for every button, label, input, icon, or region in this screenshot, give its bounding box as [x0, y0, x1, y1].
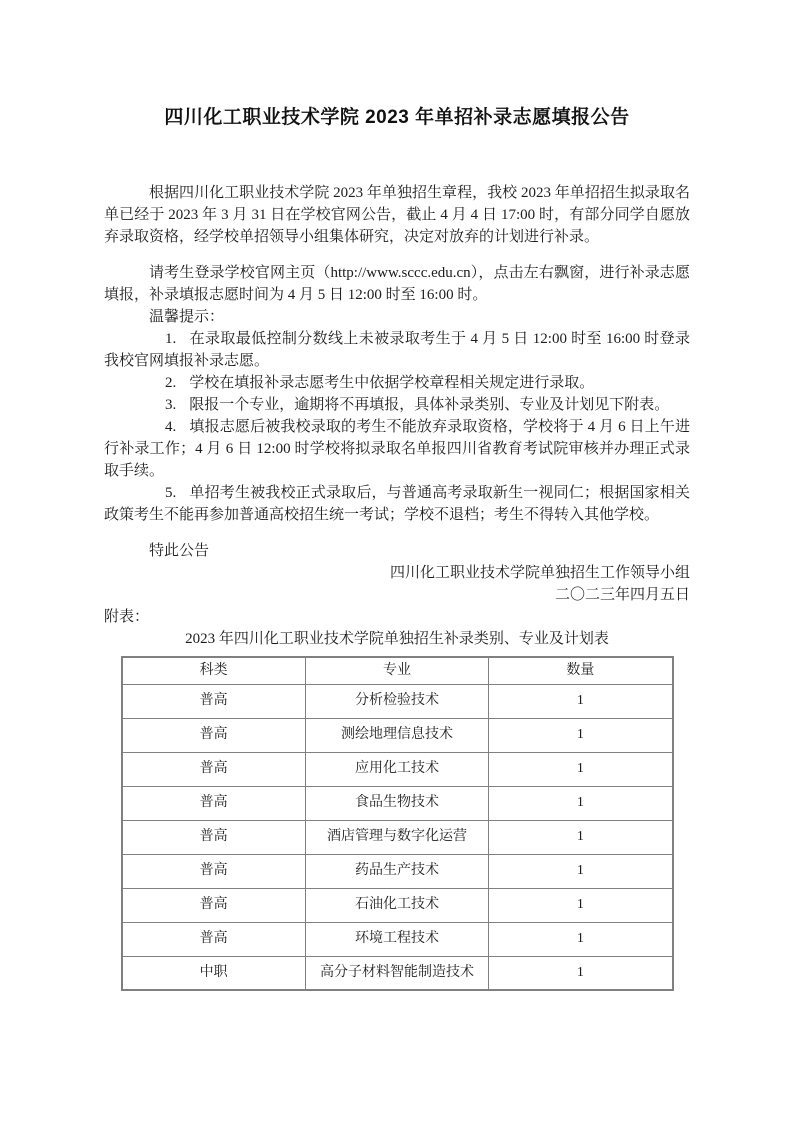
table-row — [122, 820, 673, 854]
tip-number: 3. — [165, 397, 177, 413]
cell-quantity: 1 — [489, 854, 673, 888]
cell-major: 药品生产技术 — [305, 854, 489, 888]
recruitment-plan-table — [121, 656, 674, 991]
tip-number: 2. — [165, 375, 177, 391]
table-row — [122, 956, 673, 990]
paragraph-instructions: 请考生登录学校官网主页（http://www.sccc.edu.cn），点击左右飘窗，进行补录志愿填报，补录填报志愿时间为 4 月 5 日 12:00 时至 16:00 时。 — [104, 265, 690, 303]
table-header-category: 科类 — [122, 657, 306, 684]
page-title: 四川化工职业技术学院 2023 年单招补录志愿填报公告 — [164, 107, 630, 128]
table-header-row — [122, 657, 673, 684]
table-row — [122, 684, 673, 718]
cell-category: 普高 — [122, 922, 306, 956]
cell-major: 测绘地理信息技术 — [305, 718, 489, 752]
cell-category: 普高 — [122, 718, 306, 752]
cell-category: 普高 — [122, 820, 306, 854]
table-title: 2023 年四川化工职业技术学院单独招生补录类别、专业及计划表 — [185, 631, 609, 647]
table-row — [122, 752, 673, 786]
tip-number: 1. — [165, 331, 177, 347]
table-row — [122, 922, 673, 956]
cell-quantity: 1 — [489, 752, 673, 786]
cell-category: 普高 — [122, 684, 306, 718]
tip-number: 4. — [165, 419, 177, 435]
signature-org: 四川化工职业技术学院单独招生工作领导小组 — [389, 565, 690, 581]
tip-text: 填报志愿后被我校录取的考生不能放弃录取资格，学校将于 4 月 6 日上午进行补录工作；4 月 6 日 12:00 时学校将拟录取名单报四川省教育考试院审核并办理正式录取手续。 — [104, 419, 690, 479]
cell-quantity: 1 — [489, 922, 673, 956]
cell-category: 普高 — [122, 888, 306, 922]
cell-major: 石油化工技术 — [305, 888, 489, 922]
tip-item-2 — [104, 372, 690, 394]
table-header-major: 专业 — [305, 657, 489, 684]
tip-text: 学校在填报补录志愿考生中依据学校章程相关规定进行录取。 — [189, 375, 595, 391]
tip-number: 5. — [165, 485, 177, 501]
tips-heading: 温馨提示： — [149, 309, 225, 325]
tip-text: 单招考生被我校正式录取后，与普通高考录取新生一视同仁；根据国家相关政策考生不能再参加普通高校招生统一考试；学校不退档；考生不得转入其他学校。 — [104, 485, 690, 523]
signature-date: 二〇二三年四月五日 — [554, 587, 690, 603]
document-body — [104, 182, 690, 991]
cell-quantity: 1 — [489, 888, 673, 922]
tip-item-3 — [104, 394, 690, 416]
cell-major: 应用化工技术 — [305, 752, 489, 786]
cell-category: 普高 — [122, 786, 306, 820]
table-row — [122, 854, 673, 888]
cell-quantity: 1 — [489, 956, 673, 990]
cell-quantity: 1 — [489, 684, 673, 718]
cell-quantity: 1 — [489, 718, 673, 752]
cell-category: 普高 — [122, 752, 306, 786]
cell-category: 中职 — [122, 956, 306, 990]
cell-major: 环境工程技术 — [305, 922, 489, 956]
spacer — [104, 248, 690, 262]
tip-text: 在录取最低控制分数线上未被录取考生于 4 月 5 日 12:00 时至 16:00 时登录我校官网填报补录志愿。 — [104, 331, 690, 369]
table-row — [122, 718, 673, 752]
cell-major: 高分子材料智能制造技术 — [305, 956, 489, 990]
table-header-quantity: 数量 — [489, 657, 673, 684]
tip-item-5 — [104, 482, 690, 526]
tip-text: 限报一个专业，逾期将不再填报，具体补录类别、专业及计划见下附表。 — [189, 397, 670, 413]
tip-item-1 — [104, 328, 690, 372]
cell-quantity: 1 — [489, 820, 673, 854]
spacer — [104, 526, 690, 540]
cell-quantity: 1 — [489, 786, 673, 820]
table-row — [122, 786, 673, 820]
cell-category: 普高 — [122, 854, 306, 888]
tip-item-4 — [104, 416, 690, 482]
table-row — [122, 888, 673, 922]
cell-major: 酒店管理与数字化运营 — [305, 820, 489, 854]
closing-note: 特此公告 — [149, 543, 210, 559]
cell-major: 分析检验技术 — [305, 684, 489, 718]
cell-major: 食品生物技术 — [305, 786, 489, 820]
appendix-label: 附表： — [104, 609, 150, 625]
paragraph-intro: 根据四川化工职业技术学院 2023 年单独招生章程，我校 2023 年单招招生拟录取名单已经于 2023 年 3 月 31 日在学校官网公告，截止 4 月 4 日 17:00 时，有部分同学自愿放弃录取资格，经学校单招领导小组集体研究，决定对放弃的计划进行补录。 — [104, 185, 690, 245]
